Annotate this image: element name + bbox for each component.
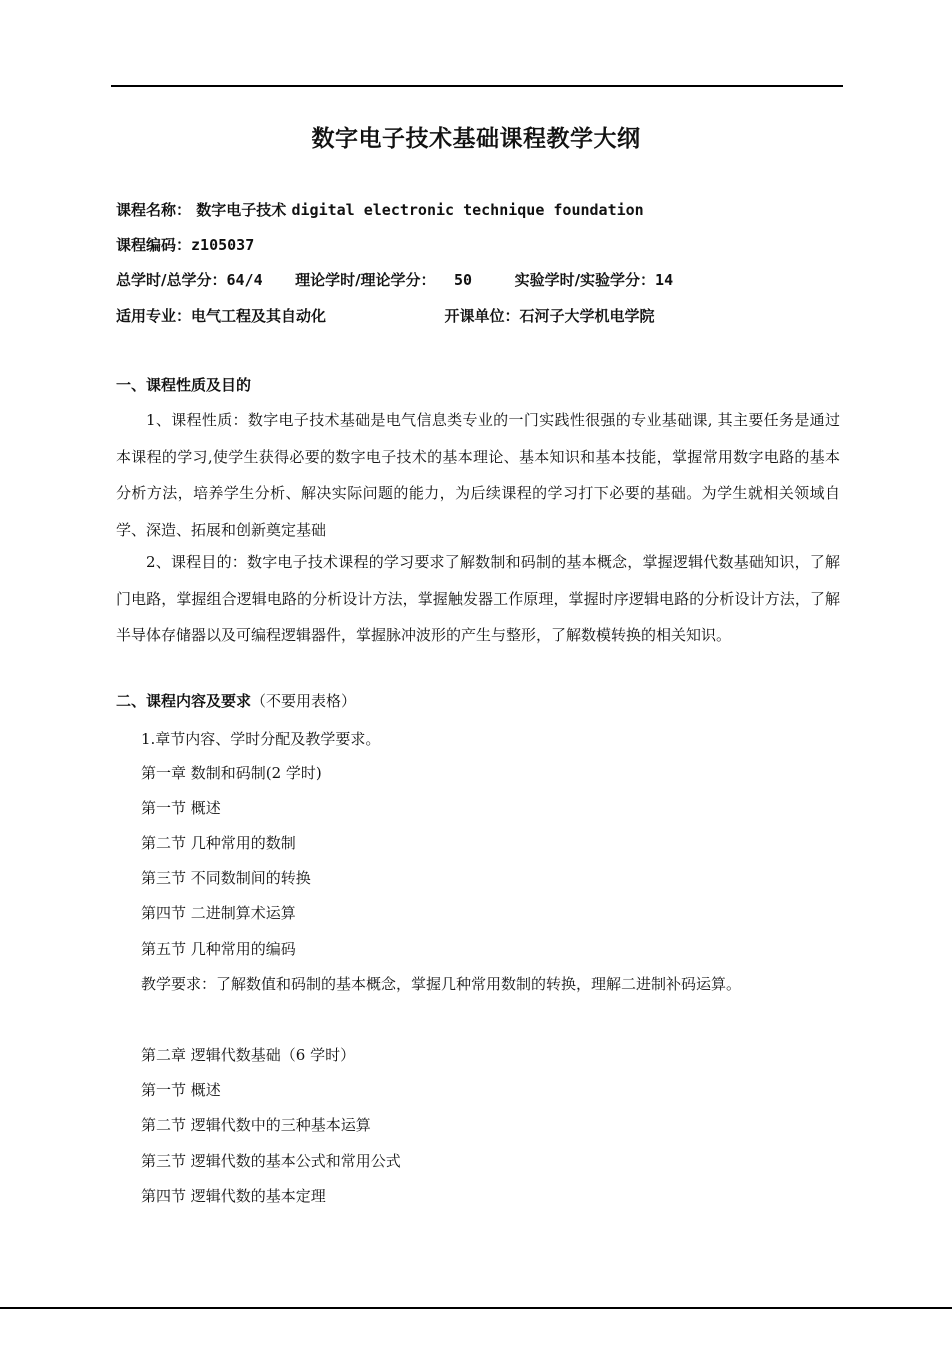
document-title: 数字电子技术基础课程教学大纲 xyxy=(311,126,641,152)
content-intro: 1.章节内容、学时分配及教学要求。 xyxy=(141,730,381,748)
chapter-2-section-2: 第二节 逻辑代数中的三种基本运算 xyxy=(141,1116,371,1134)
chapter-1-section-3: 第三节 不同数制间的转换 xyxy=(141,869,311,887)
chapter-2-section-4: 第四节 逻辑代数的基本定理 xyxy=(141,1187,326,1205)
chapter-1-requirement: 教学要求：了解数值和码制的基本概念，掌握几种常用数制的转换，理解二进制补码运算。 xyxy=(141,975,742,993)
major-label: 适用专业： xyxy=(116,307,192,325)
section-heading-note: （不要用表格） xyxy=(251,692,357,710)
paragraph-course-nature: 1、课程性质：数字电子技术基础是电气信息类专业的一门实践性很强的专业基础课, 其主要任务是通过本课程的学习,使学生获得必要的数字电子技术的基本理论、基本知识和基本技能，掌握常用数字电路的基本分析方法，培养学生分析、解决实际问题的能力，为后续课程的学习打下必要的基础。为学生就相关领域自学、深造、拓展和创新奠定基础 xyxy=(116,411,840,539)
course-code-row xyxy=(116,234,254,255)
course-name-row xyxy=(116,199,644,220)
major-unit-row xyxy=(116,305,655,326)
chapter-1-section-4: 第四节 二进制算术运算 xyxy=(141,904,296,922)
theory-hours-value: 50 xyxy=(454,271,473,289)
theory-hours-label: 理论学时/理论学分： xyxy=(295,271,436,289)
course-code-label: 课程编码： xyxy=(116,236,192,254)
total-hours-label: 总学时/总学分： xyxy=(116,271,227,289)
paragraph-course-purpose: 2、课程目的：数字电子技术课程的学习要求了解数制和码制的基本概念，掌握逻辑代数基础知识，了解门电路，掌握组合逻辑电路的分析设计方法，掌握触发器工作原理，掌握时序逻辑电路的分析设计方法，了解半导体存储器以及可编程逻辑器件，掌握脉冲波形的产生与整形，了解数模转换的相关知识。 xyxy=(116,553,840,644)
course-name-label: 课程名称： xyxy=(116,201,192,219)
header-rule xyxy=(111,85,843,87)
unit-value: 石河子大学机电学院 xyxy=(519,307,655,325)
section-heading-content-text: 二、课程内容及要求 xyxy=(116,692,252,710)
section-heading-nature: 一、课程性质及目的 xyxy=(116,376,252,394)
lab-hours-label: 实验学时/实验学分： xyxy=(514,271,656,289)
total-hours-value: 64/4 xyxy=(226,271,263,289)
course-name-cn: 数字电子技术 xyxy=(196,201,287,219)
chapter-1-title: 第一章 数制和码制(2 学时) xyxy=(141,764,322,782)
course-name-en: digital electronic technique foundation xyxy=(291,201,644,219)
chapter-2-section-1: 第一节 概述 xyxy=(141,1081,221,1099)
course-code-value: z105037 xyxy=(191,236,255,254)
hours-row xyxy=(116,269,673,290)
lab-hours-value: 14 xyxy=(655,271,674,289)
chapter-1-section-2: 第二节 几种常用的数制 xyxy=(141,834,296,852)
chapter-1-section-5: 第五节 几种常用的编码 xyxy=(141,940,296,958)
section-heading-content xyxy=(116,690,356,711)
major-value: 电气工程及其自动化 xyxy=(191,307,327,325)
chapter-2-section-3: 第三节 逻辑代数的基本公式和常用公式 xyxy=(141,1152,401,1170)
chapter-1-section-1: 第一节 概述 xyxy=(141,799,221,817)
footer-rule xyxy=(0,1307,952,1309)
chapter-2-title: 第二章 逻辑代数基础（6 学时） xyxy=(141,1046,356,1064)
unit-label: 开课单位： xyxy=(444,307,520,325)
